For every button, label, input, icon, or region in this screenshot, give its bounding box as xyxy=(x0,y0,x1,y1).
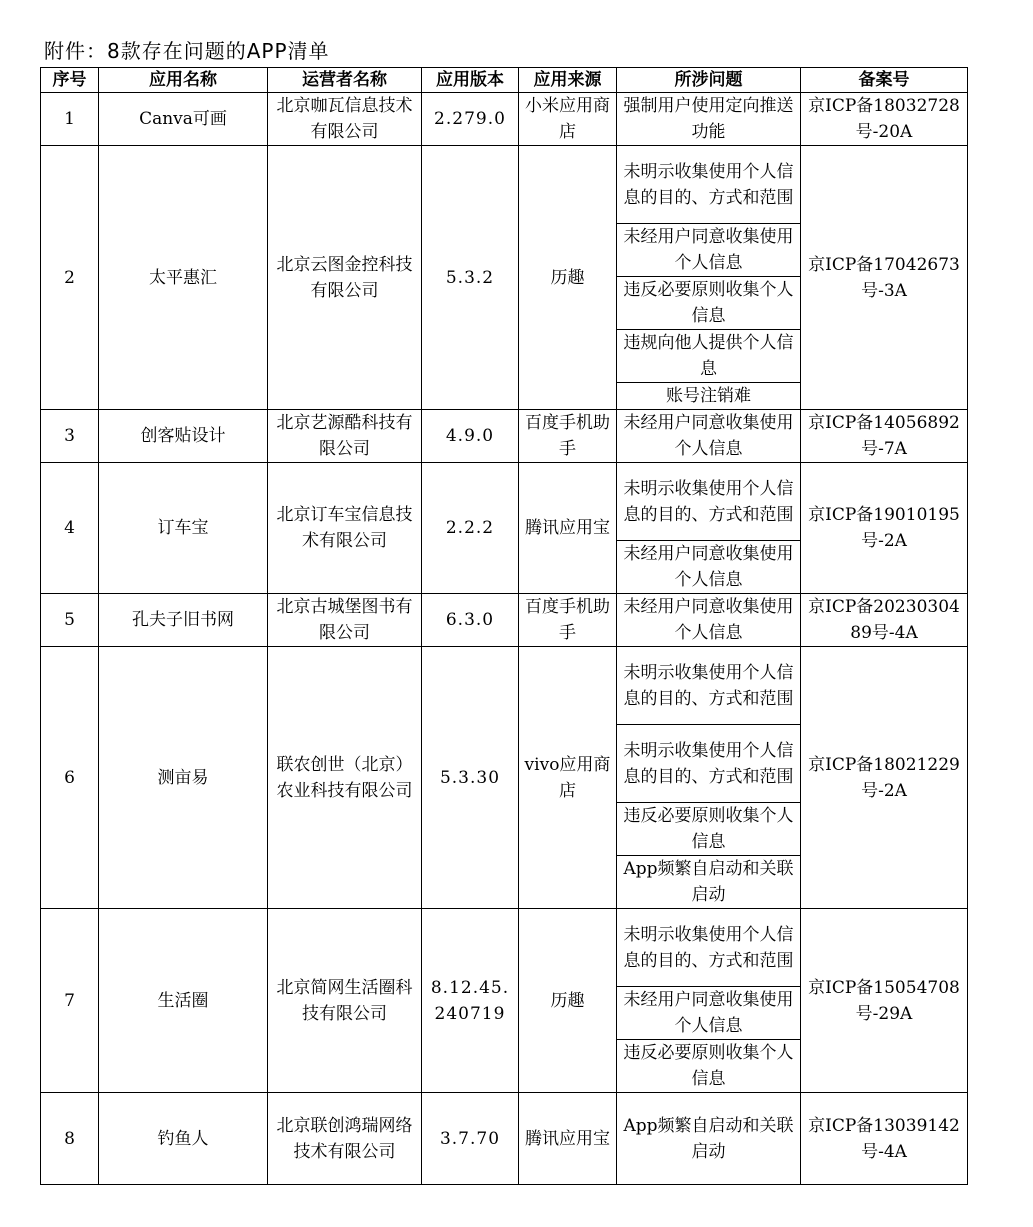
cell-issue: 未明示收集使用个人信息的目的、方式和范围 xyxy=(617,463,801,541)
table-row xyxy=(41,909,968,987)
table-body xyxy=(41,93,968,1185)
header-app-name: 应用名称 xyxy=(99,68,268,93)
cell-version: 2.279.0 xyxy=(422,93,519,146)
cell-icp: 京ICP备13039142号-4A xyxy=(801,1093,968,1185)
cell-icp: 京ICP备18021229号-2A xyxy=(801,647,968,909)
cell-no: 6 xyxy=(41,647,99,909)
cell-source: vivo应用商店 xyxy=(519,647,617,909)
cell-issue: 强制用户使用定向推送功能 xyxy=(617,93,801,146)
cell-issue: 未经用户同意收集使用个人信息 xyxy=(617,541,801,594)
table-row xyxy=(41,594,968,647)
cell-issue: 未经用户同意收集使用个人信息 xyxy=(617,410,801,463)
cell-source: 历趣 xyxy=(519,909,617,1093)
app-list-table xyxy=(40,67,968,1185)
cell-operator: 北京订车宝信息技术有限公司 xyxy=(268,463,422,594)
header-icp: 备案号 xyxy=(801,68,968,93)
cell-issue: 违规向他人提供个人信息 xyxy=(617,330,801,383)
cell-operator: 北京联创鸿瑞网络技术有限公司 xyxy=(268,1093,422,1185)
cell-version: 6.3.0 xyxy=(422,594,519,647)
cell-issue: 违反必要原则收集个人信息 xyxy=(617,1040,801,1093)
header-operator: 运营者名称 xyxy=(268,68,422,93)
cell-app-name: 钓鱼人 xyxy=(99,1093,268,1185)
cell-app-name: 太平惠汇 xyxy=(99,146,268,410)
table-header-row xyxy=(41,68,968,93)
page-title: 附件：8款存在问题的APP清单 xyxy=(44,39,330,63)
cell-version: 5.3.30 xyxy=(422,647,519,909)
header-version: 应用版本 xyxy=(422,68,519,93)
cell-issue: 账号注销难 xyxy=(617,383,801,410)
cell-icp: 京ICP备14056892号-7A xyxy=(801,410,968,463)
cell-version: 2.2.2 xyxy=(422,463,519,594)
cell-version: 5.3.2 xyxy=(422,146,519,410)
header-issues: 所涉问题 xyxy=(617,68,801,93)
cell-icp: 京ICP备18032728号-20A xyxy=(801,93,968,146)
cell-source: 腾讯应用宝 xyxy=(519,463,617,594)
cell-issue: 未明示收集使用个人信息的目的、方式和范围 xyxy=(617,909,801,987)
cell-icp: 京ICP备19010195号-2A xyxy=(801,463,968,594)
table-row xyxy=(41,647,968,725)
cell-operator: 北京简网生活圈科技有限公司 xyxy=(268,909,422,1093)
cell-no: 5 xyxy=(41,594,99,647)
cell-app-name: 测亩易 xyxy=(99,647,268,909)
table-row xyxy=(41,1093,968,1185)
cell-version: 3.7.70 xyxy=(422,1093,519,1185)
cell-version: 4.9.0 xyxy=(422,410,519,463)
cell-source: 腾讯应用宝 xyxy=(519,1093,617,1185)
cell-no: 4 xyxy=(41,463,99,594)
cell-issue: 未明示收集使用个人信息的目的、方式和范围 xyxy=(617,146,801,224)
table-row xyxy=(41,463,968,541)
cell-no: 1 xyxy=(41,93,99,146)
table-row xyxy=(41,410,968,463)
cell-source: 小米应用商店 xyxy=(519,93,617,146)
cell-source: 百度手机助手 xyxy=(519,410,617,463)
cell-issue: 未经用户同意收集使用个人信息 xyxy=(617,987,801,1040)
header-no: 序号 xyxy=(41,68,99,93)
header-source: 应用来源 xyxy=(519,68,617,93)
table-row xyxy=(41,93,968,146)
cell-operator: 联农创世（北京）农业科技有限公司 xyxy=(268,647,422,909)
cell-issue: 未经用户同意收集使用个人信息 xyxy=(617,594,801,647)
cell-operator: 北京云图金控科技有限公司 xyxy=(268,146,422,410)
cell-source: 百度手机助手 xyxy=(519,594,617,647)
cell-no: 2 xyxy=(41,146,99,410)
cell-issue: 违反必要原则收集个人信息 xyxy=(617,277,801,330)
cell-no: 7 xyxy=(41,909,99,1093)
cell-no: 8 xyxy=(41,1093,99,1185)
cell-issue: 违反必要原则收集个人信息 xyxy=(617,803,801,856)
cell-icp: 京ICP备17042673号-3A xyxy=(801,146,968,410)
cell-operator: 北京古城堡图书有限公司 xyxy=(268,594,422,647)
table-row xyxy=(41,146,968,224)
cell-issue: App频繁自启动和关联启动 xyxy=(617,856,801,909)
cell-app-name: 订车宝 xyxy=(99,463,268,594)
cell-app-name: 生活圈 xyxy=(99,909,268,1093)
cell-app-name: 孔夫子旧书网 xyxy=(99,594,268,647)
cell-operator: 北京咖瓦信息技术有限公司 xyxy=(268,93,422,146)
cell-issue: 未明示收集使用个人信息的目的、方式和范围 xyxy=(617,647,801,725)
cell-issue: 未明示收集使用个人信息的目的、方式和范围 xyxy=(617,725,801,803)
cell-issue: App频繁自启动和关联启动 xyxy=(617,1093,801,1185)
cell-source: 历趣 xyxy=(519,146,617,410)
cell-icp: 京ICP备2023030489号-4A xyxy=(801,594,968,647)
cell-version: 8.12.45.240719 xyxy=(422,909,519,1093)
cell-icp: 京ICP备15054708号-29A xyxy=(801,909,968,1093)
cell-no: 3 xyxy=(41,410,99,463)
cell-app-name: 创客贴设计 xyxy=(99,410,268,463)
cell-app-name: Canva可画 xyxy=(99,93,268,146)
cell-operator: 北京艺源酷科技有限公司 xyxy=(268,410,422,463)
cell-issue: 未经用户同意收集使用个人信息 xyxy=(617,224,801,277)
